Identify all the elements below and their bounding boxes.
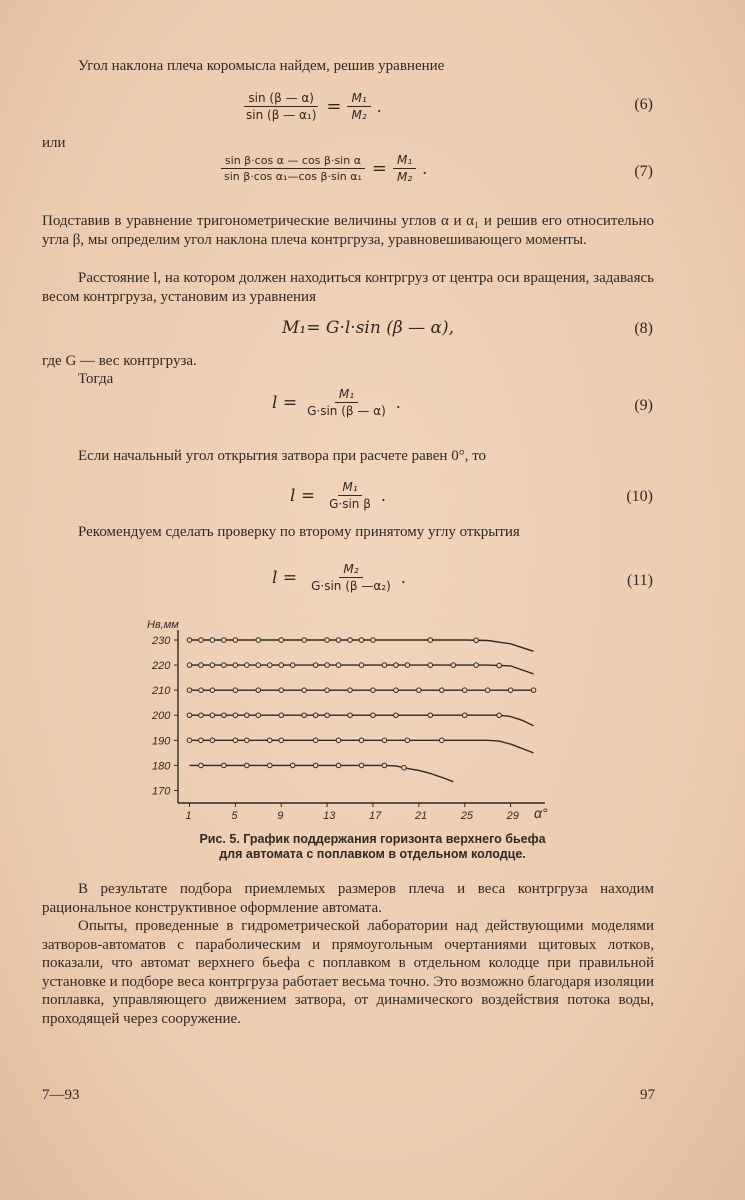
data-point — [371, 688, 376, 693]
eq11-lhs: l = — [272, 567, 298, 588]
data-point — [325, 713, 330, 718]
eq7-left-fraction — [220, 154, 366, 183]
y-tick-label: 190 — [152, 735, 171, 748]
data-point — [359, 763, 364, 768]
data-point — [474, 638, 479, 643]
data-point — [325, 688, 330, 693]
equation-7-number: (7) — [634, 163, 653, 180]
data-point — [348, 713, 353, 718]
data-point — [245, 713, 250, 718]
data-point — [187, 688, 192, 693]
data-point — [302, 638, 307, 643]
data-point — [233, 638, 238, 643]
data-point — [313, 663, 318, 668]
data-point — [439, 738, 444, 743]
data-point — [325, 663, 330, 668]
y-tick-label: 200 — [152, 710, 171, 723]
data-point — [348, 638, 353, 643]
paragraph-result: В результате подбора приемлемых размеров плеча и веса контргруза находим рациональное конструктивное оформление автомата. — [42, 881, 658, 916]
equation-9-number: (9) — [634, 397, 653, 414]
data-point — [359, 663, 364, 668]
data-point — [233, 663, 238, 668]
data-point — [325, 638, 330, 643]
data-point — [290, 663, 295, 668]
eq6-numerator: sin (β — α) — [244, 91, 318, 107]
eq6-left-fraction — [242, 91, 320, 122]
data-point — [233, 738, 238, 743]
data-point — [313, 713, 318, 718]
data-point — [531, 688, 536, 693]
data-point — [199, 713, 204, 718]
data-point — [199, 663, 204, 668]
x-tick-label: 21 — [414, 810, 428, 822]
data-point — [222, 638, 227, 643]
equation-6: $\frac{\sin (\beta — \alpha)}{\text{sin (β — α₁)}}$ = $\frac{\text{M₁}}{\text{M₂}}$ . — [236, 91, 382, 122]
eq6-denominator: sin (β — α₁) — [246, 108, 317, 122]
data-point — [279, 638, 284, 643]
data-point — [199, 738, 204, 743]
x-tick-label: 29 — [506, 810, 519, 822]
paragraph-experiments: Опыты, проведенные в гидрометрической лаборатории над действующими моделями затворов-автоматов с параболическим и прямоугольным очертаниями щитовых лотков, показали, что автомат верхнего бьефа с поплавком в отдельном колодце при правильной установке и подборе веса контргруза работает весьма точно. Это возможно благодаря изоляции поплавка, управляющего движением затвора, от динамического воздействия потока воды, проходящей через сооружение. — [42, 918, 658, 1027]
data-point — [462, 713, 467, 718]
water-level-chart — [0, 610, 745, 830]
eq11-numerator: M₂ — [339, 562, 362, 578]
data-point — [336, 638, 341, 643]
data-point — [336, 738, 341, 743]
equation-8: M₁= G·l·sin (β — α), — [282, 318, 454, 338]
data-point — [187, 638, 192, 643]
data-point — [394, 688, 399, 693]
data-point — [394, 663, 399, 668]
data-point — [382, 663, 387, 668]
paragraph-distance: Расстояние l, на котором должен находиться контргруз от центра оси вращения, задаваясь весом контргруза, установим из уравнения — [42, 270, 658, 305]
equation-8-number: (8) — [634, 320, 653, 337]
equation-11-number: (11) — [626, 572, 653, 589]
data-point — [405, 738, 410, 743]
paragraph-initial-angle: Если начальный угол открытия затвора при расчете равен 0°, то — [78, 448, 487, 464]
equation-11: l = $\frac{\text{M₂}}{\text{G·sin (β —α₂)}}$ . — [272, 562, 406, 593]
data-point — [222, 663, 227, 668]
data-point — [279, 738, 284, 743]
y-tick-label: 180 — [152, 760, 171, 773]
data-point — [245, 738, 250, 743]
data-point — [394, 713, 399, 718]
data-point — [402, 765, 407, 770]
data-point — [451, 663, 456, 668]
chart-xlabel: α° — [534, 805, 548, 821]
x-tick-label: 25 — [460, 810, 473, 822]
data-point — [245, 763, 250, 768]
data-point — [371, 713, 376, 718]
eq7-right-denominator: M₂ — [396, 170, 413, 184]
data-point — [210, 663, 215, 668]
eq9-lhs: l = — [272, 392, 298, 413]
data-point — [348, 688, 353, 693]
paragraph-substitution: Подставив в уравнение тригонометрические величины углов α и α₁ и решив его относительно угла β, мы определим угол наклона плеча контргруза, уравновешивающего моменты. — [42, 213, 658, 248]
data-point — [497, 663, 502, 668]
eq10-denominator: G·sin β — [329, 497, 371, 511]
data-point — [267, 763, 272, 768]
data-point — [210, 688, 215, 693]
eq6-right-denominator: M₂ — [351, 108, 367, 122]
eq11-denominator: G·sin (β —α₂) — [311, 579, 391, 593]
page-number: 97 — [640, 1087, 655, 1103]
data-point — [290, 763, 295, 768]
y-tick-label: 210 — [152, 685, 171, 698]
data-point — [382, 763, 387, 768]
data-point — [256, 663, 261, 668]
data-point — [313, 763, 318, 768]
eq9-denominator: G·sin (β — α) — [307, 404, 386, 418]
eq7-right-numerator: M₁ — [393, 153, 416, 169]
data-point — [439, 688, 444, 693]
data-point — [428, 663, 433, 668]
x-tick-label: 9 — [277, 810, 284, 822]
equation-10-number: (10) — [626, 488, 653, 505]
or-text: или — [42, 135, 66, 151]
eq7-denominator: sin β·cos α₁—cos β·sin α₁ — [224, 170, 362, 183]
data-point — [187, 663, 192, 668]
series-line-4 — [190, 715, 534, 726]
y-tick-label: 230 — [152, 635, 171, 648]
data-point — [428, 713, 433, 718]
data-point — [256, 688, 261, 693]
y-tick-label: 220 — [152, 660, 171, 673]
data-point — [210, 713, 215, 718]
data-point — [256, 713, 261, 718]
eq10-lhs: l = — [290, 485, 316, 506]
equation-6-number: (6) — [634, 96, 653, 113]
data-point — [187, 713, 192, 718]
chart-ylabel: Hв,мм — [147, 619, 179, 631]
data-point — [222, 713, 227, 718]
data-point — [497, 713, 502, 718]
y-tick-label: 170 — [152, 785, 171, 798]
data-point — [382, 738, 387, 743]
x-tick-label: 17 — [368, 810, 382, 822]
data-point — [336, 763, 341, 768]
eq10-numerator: M₁ — [338, 480, 361, 496]
data-point — [210, 738, 215, 743]
eq11-fraction — [307, 562, 395, 593]
data-point — [210, 638, 215, 643]
data-point — [199, 763, 204, 768]
intro-line: Угол наклона плеча коромысла найдем, решив уравнение — [78, 58, 445, 74]
data-point — [336, 663, 341, 668]
data-point — [417, 688, 422, 693]
data-point — [279, 663, 284, 668]
figure-caption-line-2: для автомата с поплавком в отдельном колодце. — [219, 847, 526, 861]
data-point — [313, 738, 318, 743]
data-point — [267, 738, 272, 743]
figure-caption-line-1: Рис. 5. График поддержания горизонта верхнего бьефа — [199, 832, 546, 846]
data-point — [405, 663, 410, 668]
data-point — [267, 663, 272, 668]
where-text: где G — вес контргруза. — [42, 353, 197, 369]
data-point — [199, 688, 204, 693]
equation-7: $\frac{\text{sin β·cos α — cos β·sin α}}{\text{sin β·cos α₁—cos β·sin α₁}}$ = $\frac{\text{M₁}}{\text{M₂}}$ . — [214, 153, 427, 184]
footer-signature: 7—93 — [42, 1087, 80, 1103]
data-point — [233, 688, 238, 693]
data-point — [302, 713, 307, 718]
x-tick-label: 1 — [185, 810, 192, 822]
data-point — [222, 763, 227, 768]
data-point — [359, 738, 364, 743]
x-tick-label: 13 — [323, 810, 336, 822]
data-point — [245, 663, 250, 668]
data-point — [508, 688, 513, 693]
eq6-right-numerator: M₁ — [347, 91, 370, 107]
eq6-right-fraction — [347, 91, 370, 122]
data-point — [233, 713, 238, 718]
eq10-fraction — [325, 480, 375, 511]
data-point — [371, 638, 376, 643]
equation-9: l = $\frac{\text{M₁}}{G\cdot\sin (\beta — \alpha)}$ . — [272, 387, 401, 418]
series-line-6 — [190, 765, 454, 781]
then-text: Тогда — [78, 371, 114, 387]
data-point — [359, 638, 364, 643]
data-point — [462, 688, 467, 693]
data-point — [199, 638, 204, 643]
eq9-numerator: M₁ — [335, 387, 358, 403]
data-point — [302, 688, 307, 693]
data-point — [187, 738, 192, 743]
x-tick-label: 5 — [231, 810, 238, 822]
eq7-right-fraction — [393, 153, 416, 184]
data-point — [428, 638, 433, 643]
eq9-fraction — [303, 387, 390, 418]
equation-10: l = $\frac{\text{M₁}}{\text{G·sin β}}$ . — [290, 480, 386, 511]
data-point — [256, 638, 261, 643]
paragraph-check: Рекомендуем сделать проверку по второму принятому углу открытия — [78, 524, 520, 540]
data-point — [474, 663, 479, 668]
data-point — [485, 688, 490, 693]
data-point — [279, 713, 284, 718]
eq7-numerator: sin β·cos α — cos β·sin α — [221, 154, 365, 169]
data-point — [279, 688, 284, 693]
